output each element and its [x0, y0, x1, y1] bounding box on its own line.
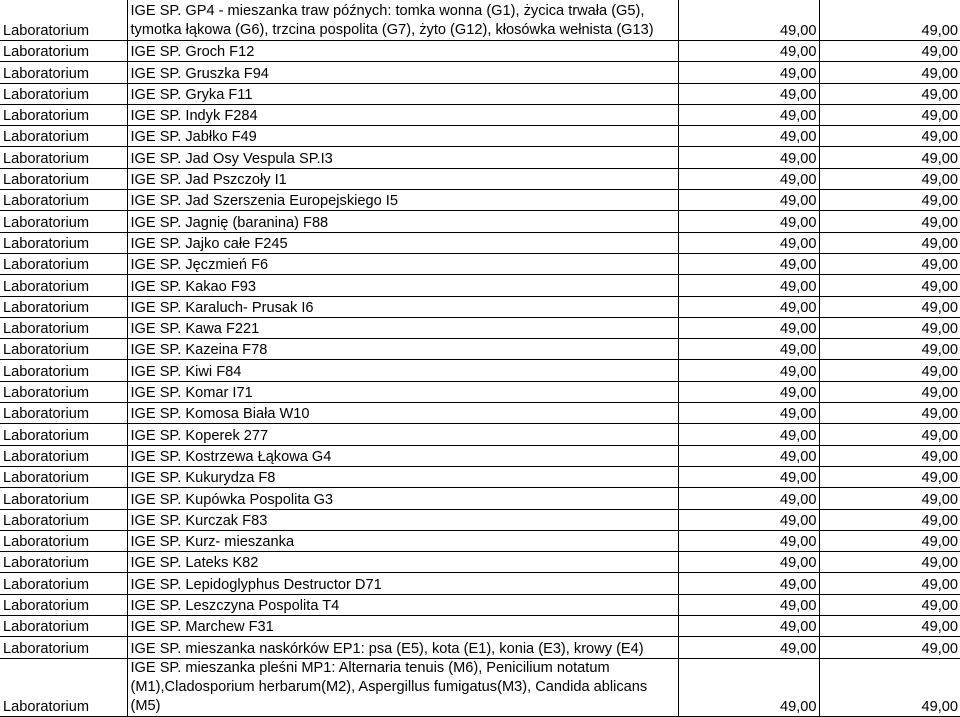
table-row	[0, 275, 960, 296]
lab-cell: Laboratorium	[0, 488, 127, 509]
test-name-cell: IGE SP. Kiwi F84	[127, 360, 678, 381]
lab-cell: Laboratorium	[0, 232, 127, 253]
price-cell: 49,00	[678, 253, 819, 274]
test-name-cell: IGE SP. Jęczmień F6	[127, 253, 678, 274]
price-total-cell: 49,00	[819, 168, 960, 189]
price-total-cell: 49,00	[819, 83, 960, 104]
table-row	[0, 62, 960, 83]
test-name-cell: IGE SP. Kostrzewa Łąkowa G4	[127, 445, 678, 466]
lab-cell: Laboratorium	[0, 211, 127, 232]
price-cell: 49,00	[678, 573, 819, 594]
lab-cell: Laboratorium	[0, 275, 127, 296]
price-total-cell: 49,00	[819, 62, 960, 83]
table-row	[0, 190, 960, 211]
test-name-cell: IGE SP. Jajko całe F245	[127, 232, 678, 253]
test-name-cell: IGE SP. Komosa Biała W10	[127, 403, 678, 424]
table-row	[0, 126, 960, 147]
table-row	[0, 339, 960, 360]
table-row	[0, 360, 960, 381]
price-total-cell: 49,00	[819, 466, 960, 487]
table-row	[0, 147, 960, 168]
lab-cell: Laboratorium	[0, 424, 127, 445]
table-row	[0, 637, 960, 658]
table-row	[0, 211, 960, 232]
test-name-cell: IGE SP. Gryka F11	[127, 83, 678, 104]
table-row	[0, 41, 960, 62]
test-name-cell: IGE SP. Gruszka F94	[127, 62, 678, 83]
lab-cell: Laboratorium	[0, 360, 127, 381]
table-row	[0, 424, 960, 445]
test-name-cell: IGE SP. Lateks K82	[127, 552, 678, 573]
price-cell: 49,00	[678, 41, 819, 62]
lab-cell: Laboratorium	[0, 62, 127, 83]
table-row	[0, 573, 960, 594]
table-row	[0, 616, 960, 637]
test-name-cell: IGE SP. Indyk F284	[127, 104, 678, 125]
lab-cell: Laboratorium	[0, 552, 127, 573]
test-name-cell: IGE SP. Groch F12	[127, 41, 678, 62]
price-cell: 49,00	[678, 637, 819, 658]
lab-cell: Laboratorium	[0, 190, 127, 211]
price-cell: 49,00	[678, 104, 819, 125]
table-row	[0, 317, 960, 338]
price-cell: 49,00	[678, 381, 819, 402]
lab-cell: Laboratorium	[0, 83, 127, 104]
table-row	[0, 168, 960, 189]
price-cell: 49,00	[678, 552, 819, 573]
test-name-cell: IGE SP. Koperek 277	[127, 424, 678, 445]
lab-cell: Laboratorium	[0, 0, 127, 41]
test-name-cell: IGE SP. Jad Pszczoły I1	[127, 168, 678, 189]
price-cell: 49,00	[678, 317, 819, 338]
table-row	[0, 232, 960, 253]
price-total-cell: 49,00	[819, 594, 960, 615]
table-row	[0, 552, 960, 573]
table-row	[0, 658, 960, 716]
price-total-cell: 49,00	[819, 488, 960, 509]
table-row	[0, 594, 960, 615]
table-row	[0, 296, 960, 317]
lab-cell: Laboratorium	[0, 41, 127, 62]
lab-cell: Laboratorium	[0, 594, 127, 615]
test-name-cell: IGE SP. Karaluch- Prusak I6	[127, 296, 678, 317]
lab-cell: Laboratorium	[0, 253, 127, 274]
price-cell: 49,00	[678, 616, 819, 637]
table-row	[0, 509, 960, 530]
price-cell: 49,00	[678, 296, 819, 317]
table-row	[0, 530, 960, 551]
price-total-cell: 49,00	[819, 381, 960, 402]
lab-cell: Laboratorium	[0, 466, 127, 487]
price-cell: 49,00	[678, 126, 819, 147]
test-name-cell: IGE SP. Komar I71	[127, 381, 678, 402]
lab-cell: Laboratorium	[0, 445, 127, 466]
test-name-cell: IGE SP. mieszanka pleśni MP1: Alternaria tenuis (M6), Penicilium notatum (M1),Cladosporium herbarum(M2), Aspergillus fumigatus(M3), Candida ablicans (M5)	[127, 658, 678, 716]
test-name-cell: IGE SP. GP4 - mieszanka traw późnych: tomka wonna (G1), życica trwała (G5), tymotka łąkowa (G6), trzcina pospolita (G7), żyto (G12), kłosówka wełnista (G13)	[127, 0, 678, 41]
price-cell: 49,00	[678, 211, 819, 232]
lab-cell: Laboratorium	[0, 126, 127, 147]
lab-cell: Laboratorium	[0, 147, 127, 168]
lab-cell: Laboratorium	[0, 168, 127, 189]
price-total-cell: 49,00	[819, 445, 960, 466]
price-cell: 49,00	[678, 232, 819, 253]
price-total-cell: 49,00	[819, 41, 960, 62]
price-total-cell: 49,00	[819, 530, 960, 551]
price-cell: 49,00	[678, 147, 819, 168]
price-cell: 49,00	[678, 658, 819, 716]
lab-cell: Laboratorium	[0, 339, 127, 360]
price-total-cell: 49,00	[819, 339, 960, 360]
price-cell: 49,00	[678, 83, 819, 104]
price-total-cell: 49,00	[819, 253, 960, 274]
lab-cell: Laboratorium	[0, 616, 127, 637]
price-cell: 49,00	[678, 190, 819, 211]
price-total-cell: 49,00	[819, 211, 960, 232]
price-total-cell: 49,00	[819, 147, 960, 168]
price-cell: 49,00	[678, 445, 819, 466]
price-total-cell: 49,00	[819, 360, 960, 381]
price-total-cell: 49,00	[819, 658, 960, 716]
price-total-cell: 49,00	[819, 296, 960, 317]
price-cell: 49,00	[678, 168, 819, 189]
price-total-cell: 49,00	[819, 126, 960, 147]
price-total-cell: 49,00	[819, 232, 960, 253]
test-name-cell: IGE SP. Marchew F31	[127, 616, 678, 637]
test-name-cell: IGE SP. mieszanka naskórków EP1: psa (E5), kota (E1), konia (E3), krowy (E4)	[127, 637, 678, 658]
test-name-cell: IGE SP. Lepidoglyphus Destructor D71	[127, 573, 678, 594]
lab-cell: Laboratorium	[0, 104, 127, 125]
test-name-cell: IGE SP. Kawa F221	[127, 317, 678, 338]
lab-cell: Laboratorium	[0, 296, 127, 317]
price-total-cell: 49,00	[819, 275, 960, 296]
table-row	[0, 466, 960, 487]
test-name-cell: IGE SP. Kurczak F83	[127, 509, 678, 530]
test-name-cell: IGE SP. Kurz- mieszanka	[127, 530, 678, 551]
lab-cell: Laboratorium	[0, 317, 127, 338]
lab-cell: Laboratorium	[0, 509, 127, 530]
lab-cell: Laboratorium	[0, 381, 127, 402]
lab-cell: Laboratorium	[0, 403, 127, 424]
price-cell: 49,00	[678, 360, 819, 381]
price-cell: 49,00	[678, 530, 819, 551]
lab-cell: Laboratorium	[0, 637, 127, 658]
price-cell: 49,00	[678, 0, 819, 41]
test-name-cell: IGE SP. Jagnię (baranina) F88	[127, 211, 678, 232]
test-name-cell: IGE SP. Jad Osy Vespula SP.I3	[127, 147, 678, 168]
test-name-cell: IGE SP. Kupówka Pospolita G3	[127, 488, 678, 509]
price-cell: 49,00	[678, 488, 819, 509]
price-total-cell: 49,00	[819, 509, 960, 530]
table-row	[0, 104, 960, 125]
test-name-cell: IGE SP. Jabłko F49	[127, 126, 678, 147]
lab-cell: Laboratorium	[0, 573, 127, 594]
price-total-cell: 49,00	[819, 104, 960, 125]
test-name-cell: IGE SP. Jad Szerszenia Europejskiego I5	[127, 190, 678, 211]
price-total-cell: 49,00	[819, 403, 960, 424]
table-row	[0, 445, 960, 466]
test-name-cell: IGE SP. Kakao F93	[127, 275, 678, 296]
price-cell: 49,00	[678, 594, 819, 615]
price-cell: 49,00	[678, 466, 819, 487]
price-total-cell: 49,00	[819, 637, 960, 658]
price-cell: 49,00	[678, 424, 819, 445]
table-row	[0, 403, 960, 424]
table-row	[0, 253, 960, 274]
test-name-cell: IGE SP. Kukurydza F8	[127, 466, 678, 487]
price-total-cell: 49,00	[819, 424, 960, 445]
table-row	[0, 83, 960, 104]
test-name-cell: IGE SP. Leszczyna Pospolita T4	[127, 594, 678, 615]
price-total-cell: 49,00	[819, 552, 960, 573]
test-name-cell: IGE SP. Kazeina F78	[127, 339, 678, 360]
table-row	[0, 381, 960, 402]
table-row	[0, 488, 960, 509]
table-row	[0, 0, 960, 41]
price-total-cell: 49,00	[819, 573, 960, 594]
price-cell: 49,00	[678, 509, 819, 530]
price-total-cell: 49,00	[819, 616, 960, 637]
price-cell: 49,00	[678, 403, 819, 424]
price-cell: 49,00	[678, 339, 819, 360]
price-total-cell: 49,00	[819, 0, 960, 41]
lab-cell: Laboratorium	[0, 530, 127, 551]
lab-cell: Laboratorium	[0, 658, 127, 716]
price-cell: 49,00	[678, 275, 819, 296]
price-cell: 49,00	[678, 62, 819, 83]
price-total-cell: 49,00	[819, 190, 960, 211]
price-total-cell: 49,00	[819, 317, 960, 338]
